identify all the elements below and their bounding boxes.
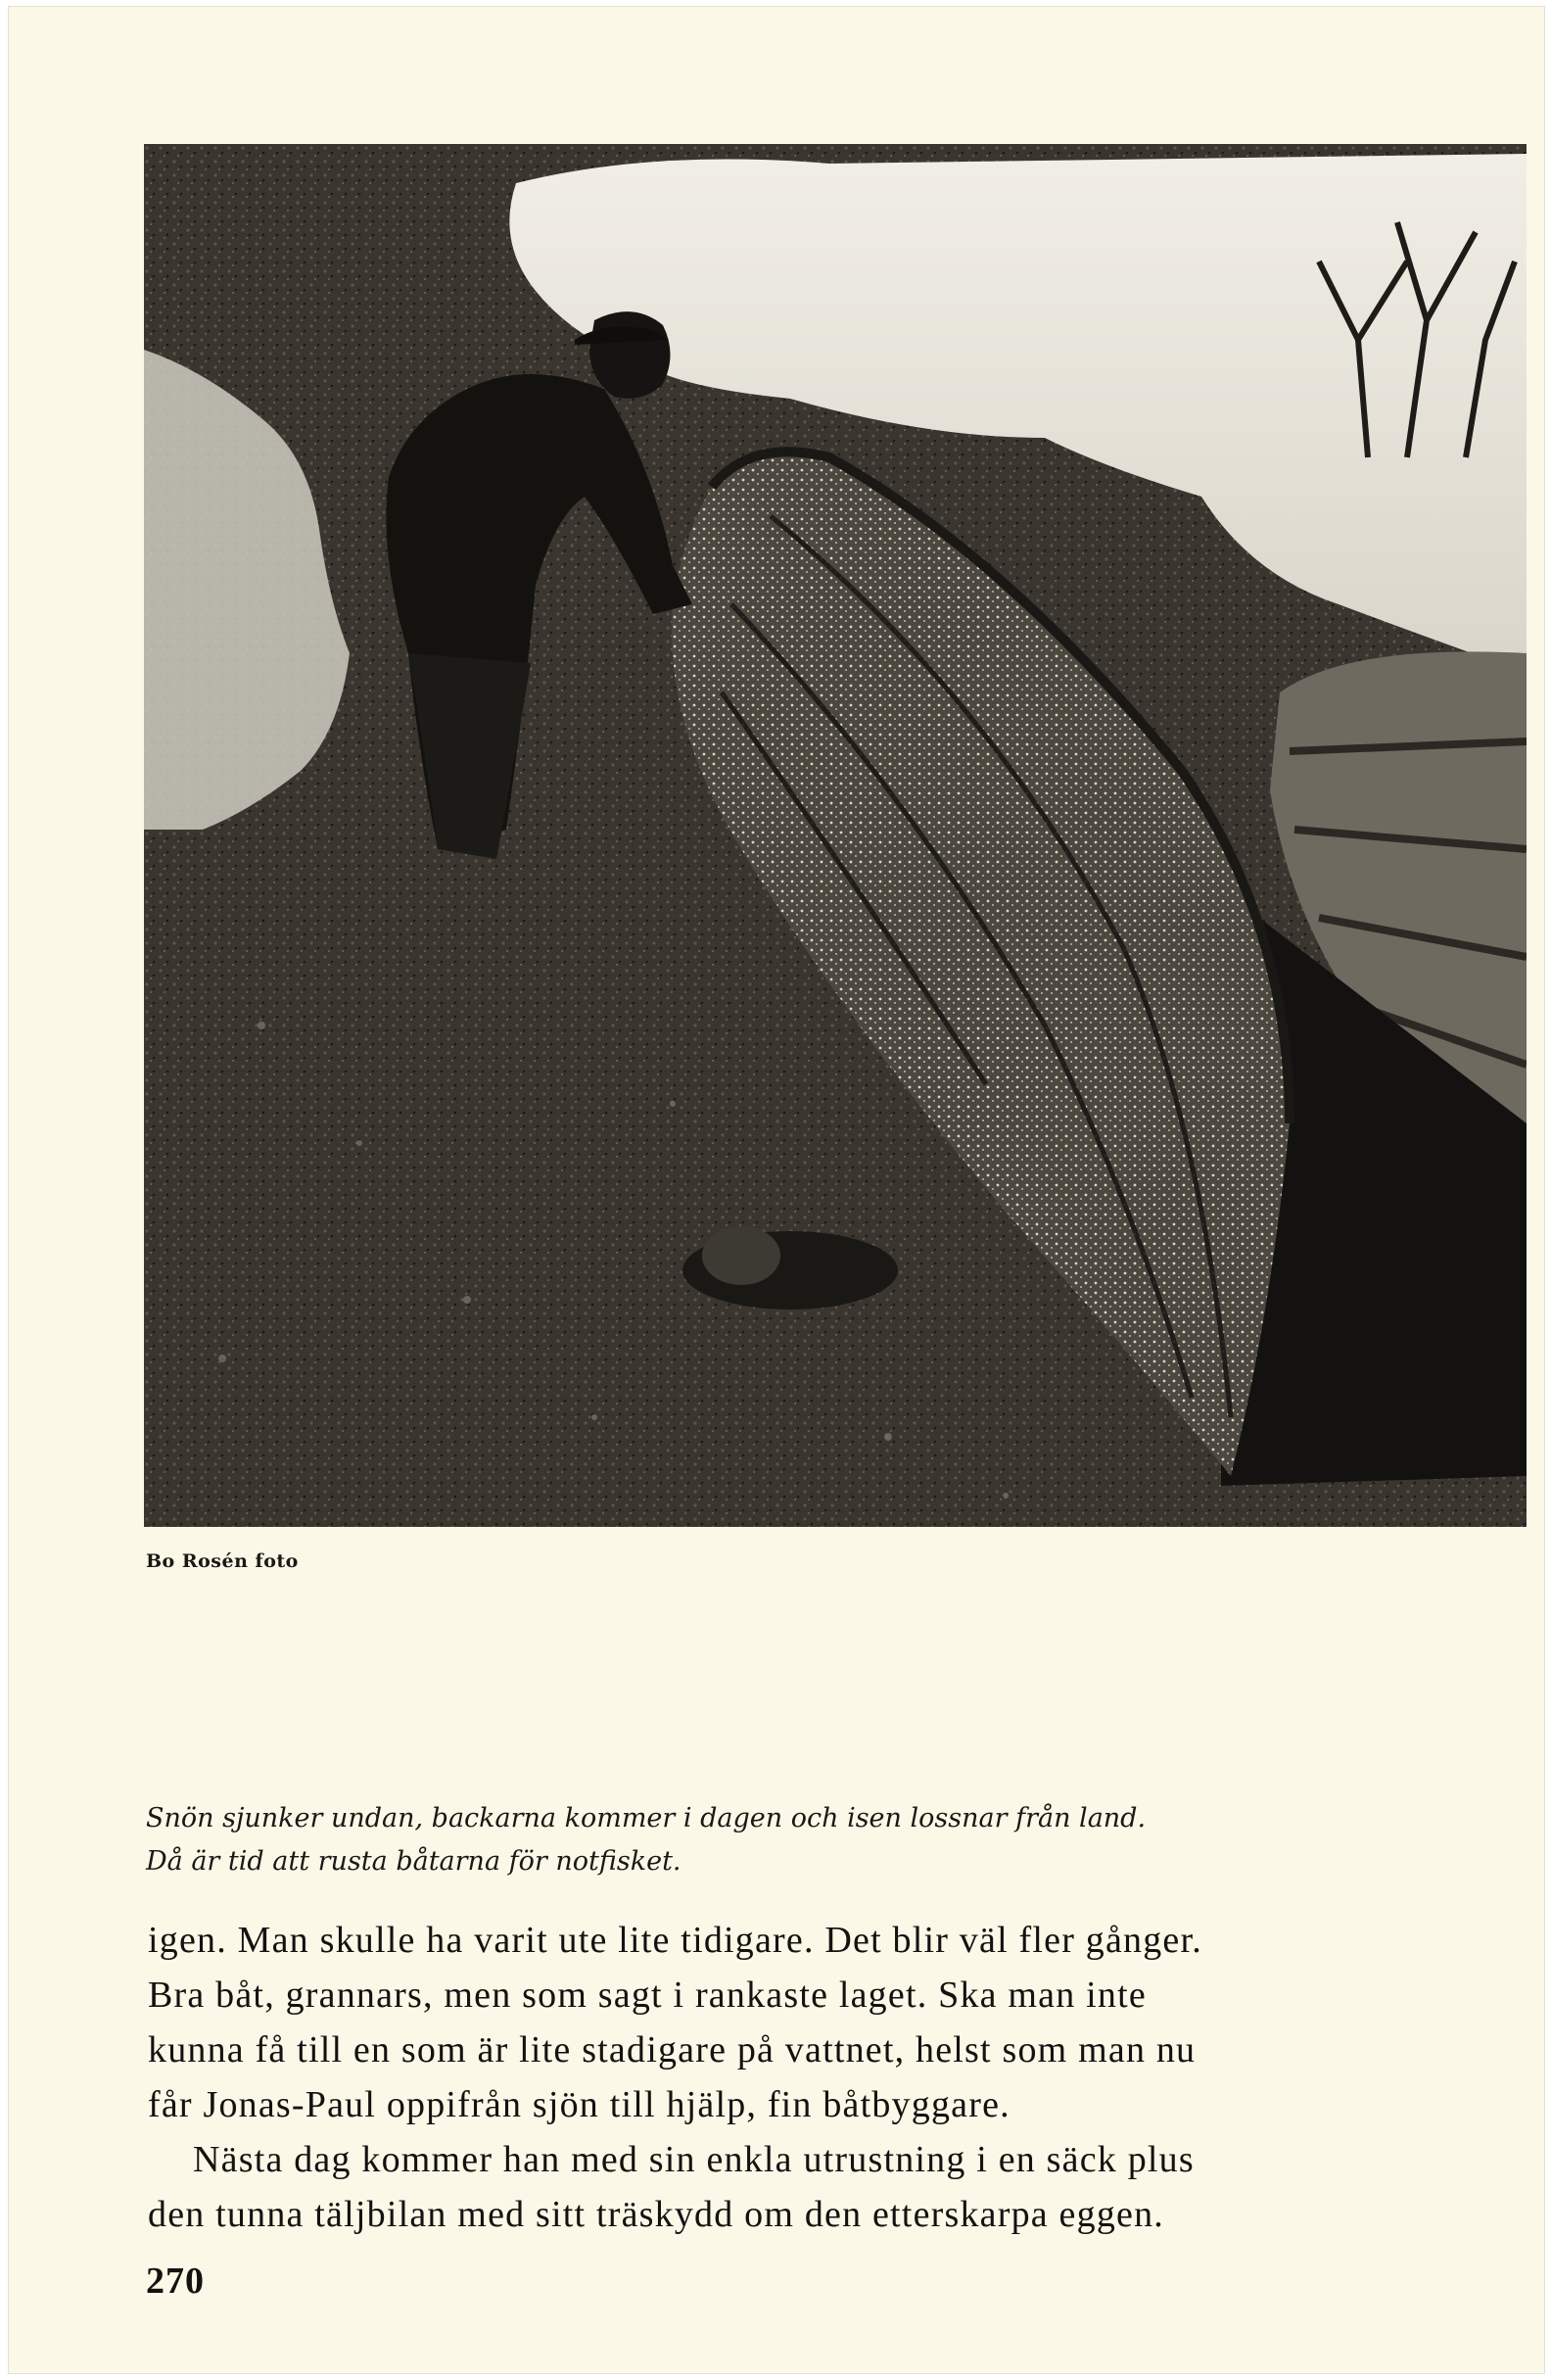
photo-credit: Bo Rosén foto	[146, 1550, 299, 1572]
text-line: Nästa dag kommer han med sin enkla utrustning i en säck plus	[193, 2139, 1195, 2180]
text-line: kunna få till en som är lite stadigare på vattnet, helst som man nu	[148, 2029, 1197, 2071]
text-line: får Jonas-Paul oppifrån sjön till hjälp, fin båtbyggare.	[148, 2084, 1010, 2125]
photograph	[144, 144, 1527, 1527]
caption-line: Då är tid att rusta båtarna för notfisket.	[146, 1846, 682, 1877]
book-page	[8, 6, 1545, 2374]
text-line: igen. Man skulle ha varit ute lite tidigare. Det blir väl fler gånger.	[148, 1920, 1202, 1961]
photo-man-with-boats-icon	[144, 144, 1527, 1527]
photo-caption	[146, 1797, 1419, 1883]
caption-line: Snön sjunker undan, backarna kommer i dagen och isen lossnar från land.	[146, 1803, 1147, 1833]
text-line: den tunna täljbilan med sitt träskydd om den etterskarpa eggen.	[148, 2194, 1164, 2235]
body-text	[148, 1913, 1401, 2242]
text-line: Bra båt, grannars, men som sagt i rankaste laget. Ska man inte	[148, 1975, 1147, 2016]
page-number: 270	[146, 2261, 205, 2302]
